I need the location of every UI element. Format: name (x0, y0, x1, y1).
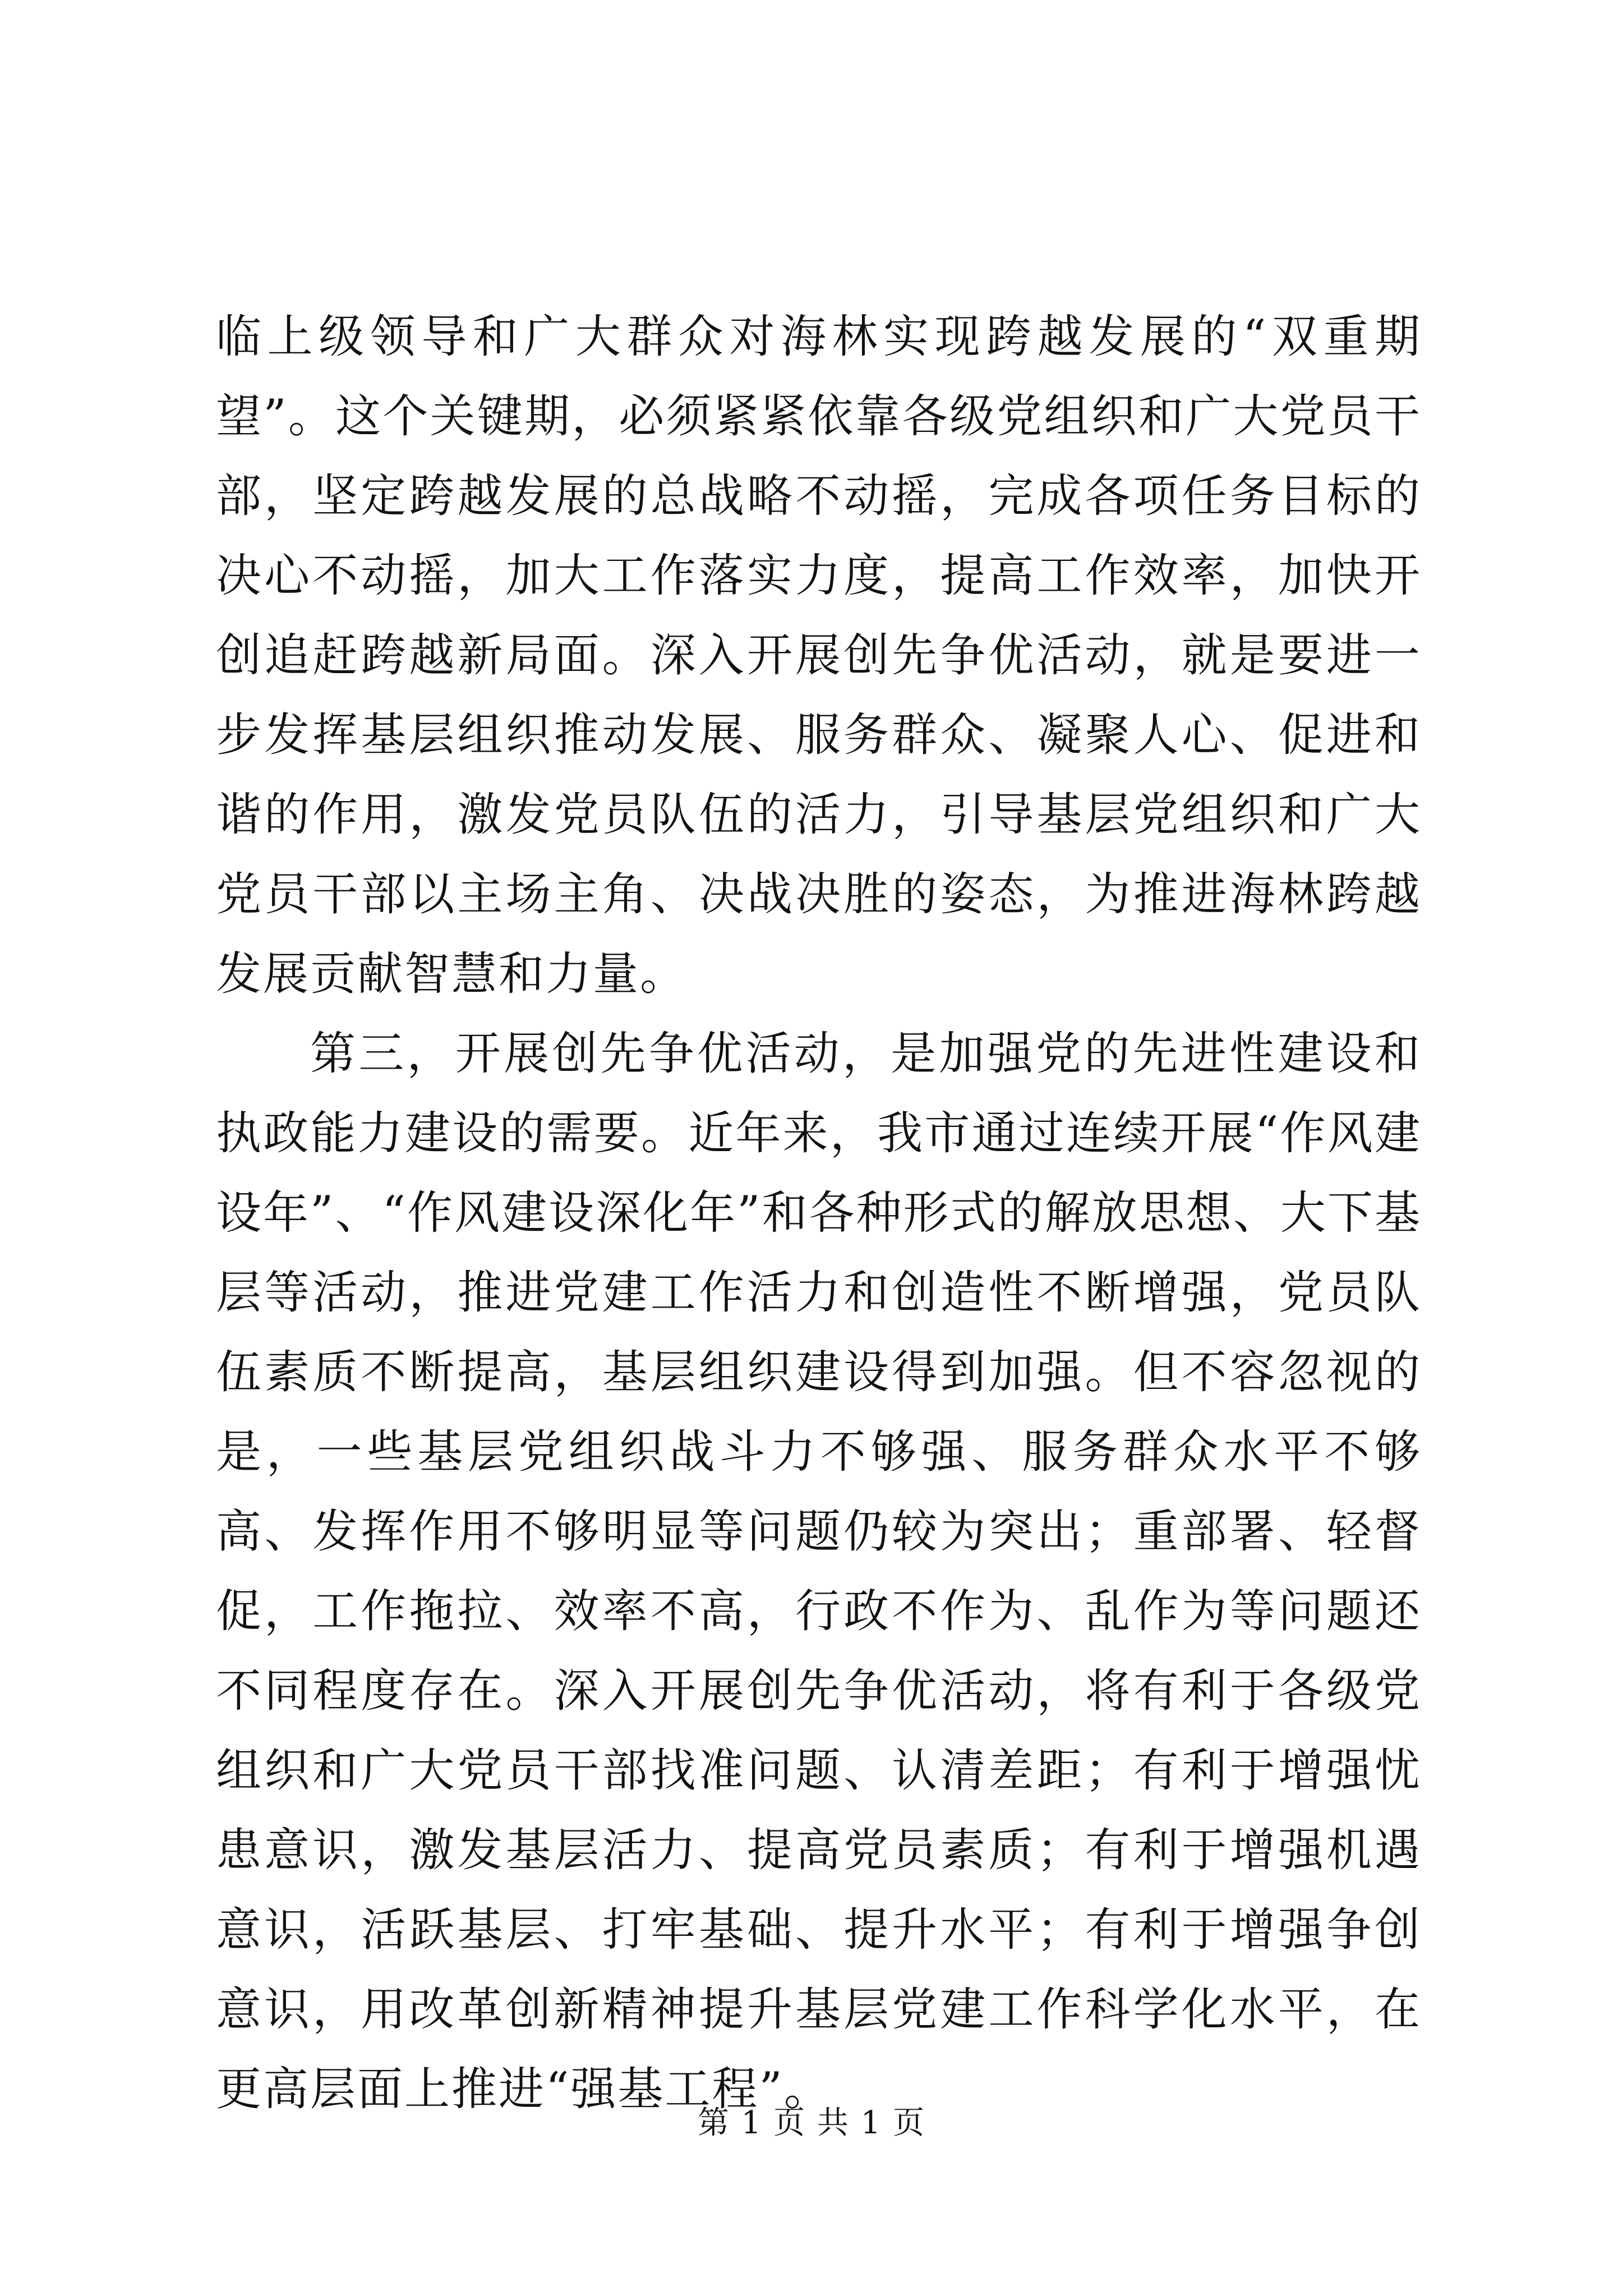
page-footer: 第 1 页 共 1 页 (697, 2105, 926, 2141)
document-body (216, 297, 1422, 2129)
paragraph-1: 临上级领导和广大群众对海林实现跨越发展的“双重期望”。这个关键期，必须紧紧依靠各级党组织和广大党员干部，坚定跨越发展的总战略不动摇，完成各项任务目标的决心不动摇，加大工作落实力度，提高工作效率，加快开创追赶跨越新局面。深入开展创先争优活动，就是要进一步发挥基层组织推动发展、服务群众、凝聚人心、促进和谐的作用，激发党员队伍的活力，引导基层党组织和广大党员干部以主场主角、决战决胜的姿态，为推进海林跨越发展贡献智慧和力量。 (216, 311, 1422, 1001)
paragraph-2: 第三，开展创先争优活动，是加强党的先进性建设和执政能力建设的需要。近年来，我市通过连续开展“作风建设年”、“作风建设深化年”和各种形式的解放思想、大下基层等活动，推进党建工作活力和创造性不断增强，党员队伍素质不断提高，基层组织建设得到加强。但不容忽视的是，一些基层党组织战斗力不够强、服务群众水平不够高、发挥作用不够明显等问题仍较为突出；重部署、轻督促，工作拖拉、效率不高，行政不作为、乱作为等问题还不同程度存在。深入开展创先争优活动，将有利于各级党组织和广大党员干部找准问题、认清差距；有利于增强忧患意识，激发基层活力、提高党员素质；有利于增强机遇意识，活跃基层、打牢基础、提升水平；有利于增强争创意识，用改革创新精神提升基层党建工作科学化水平，在更高层面上推进“强基工程”。 (216, 1028, 1422, 2116)
